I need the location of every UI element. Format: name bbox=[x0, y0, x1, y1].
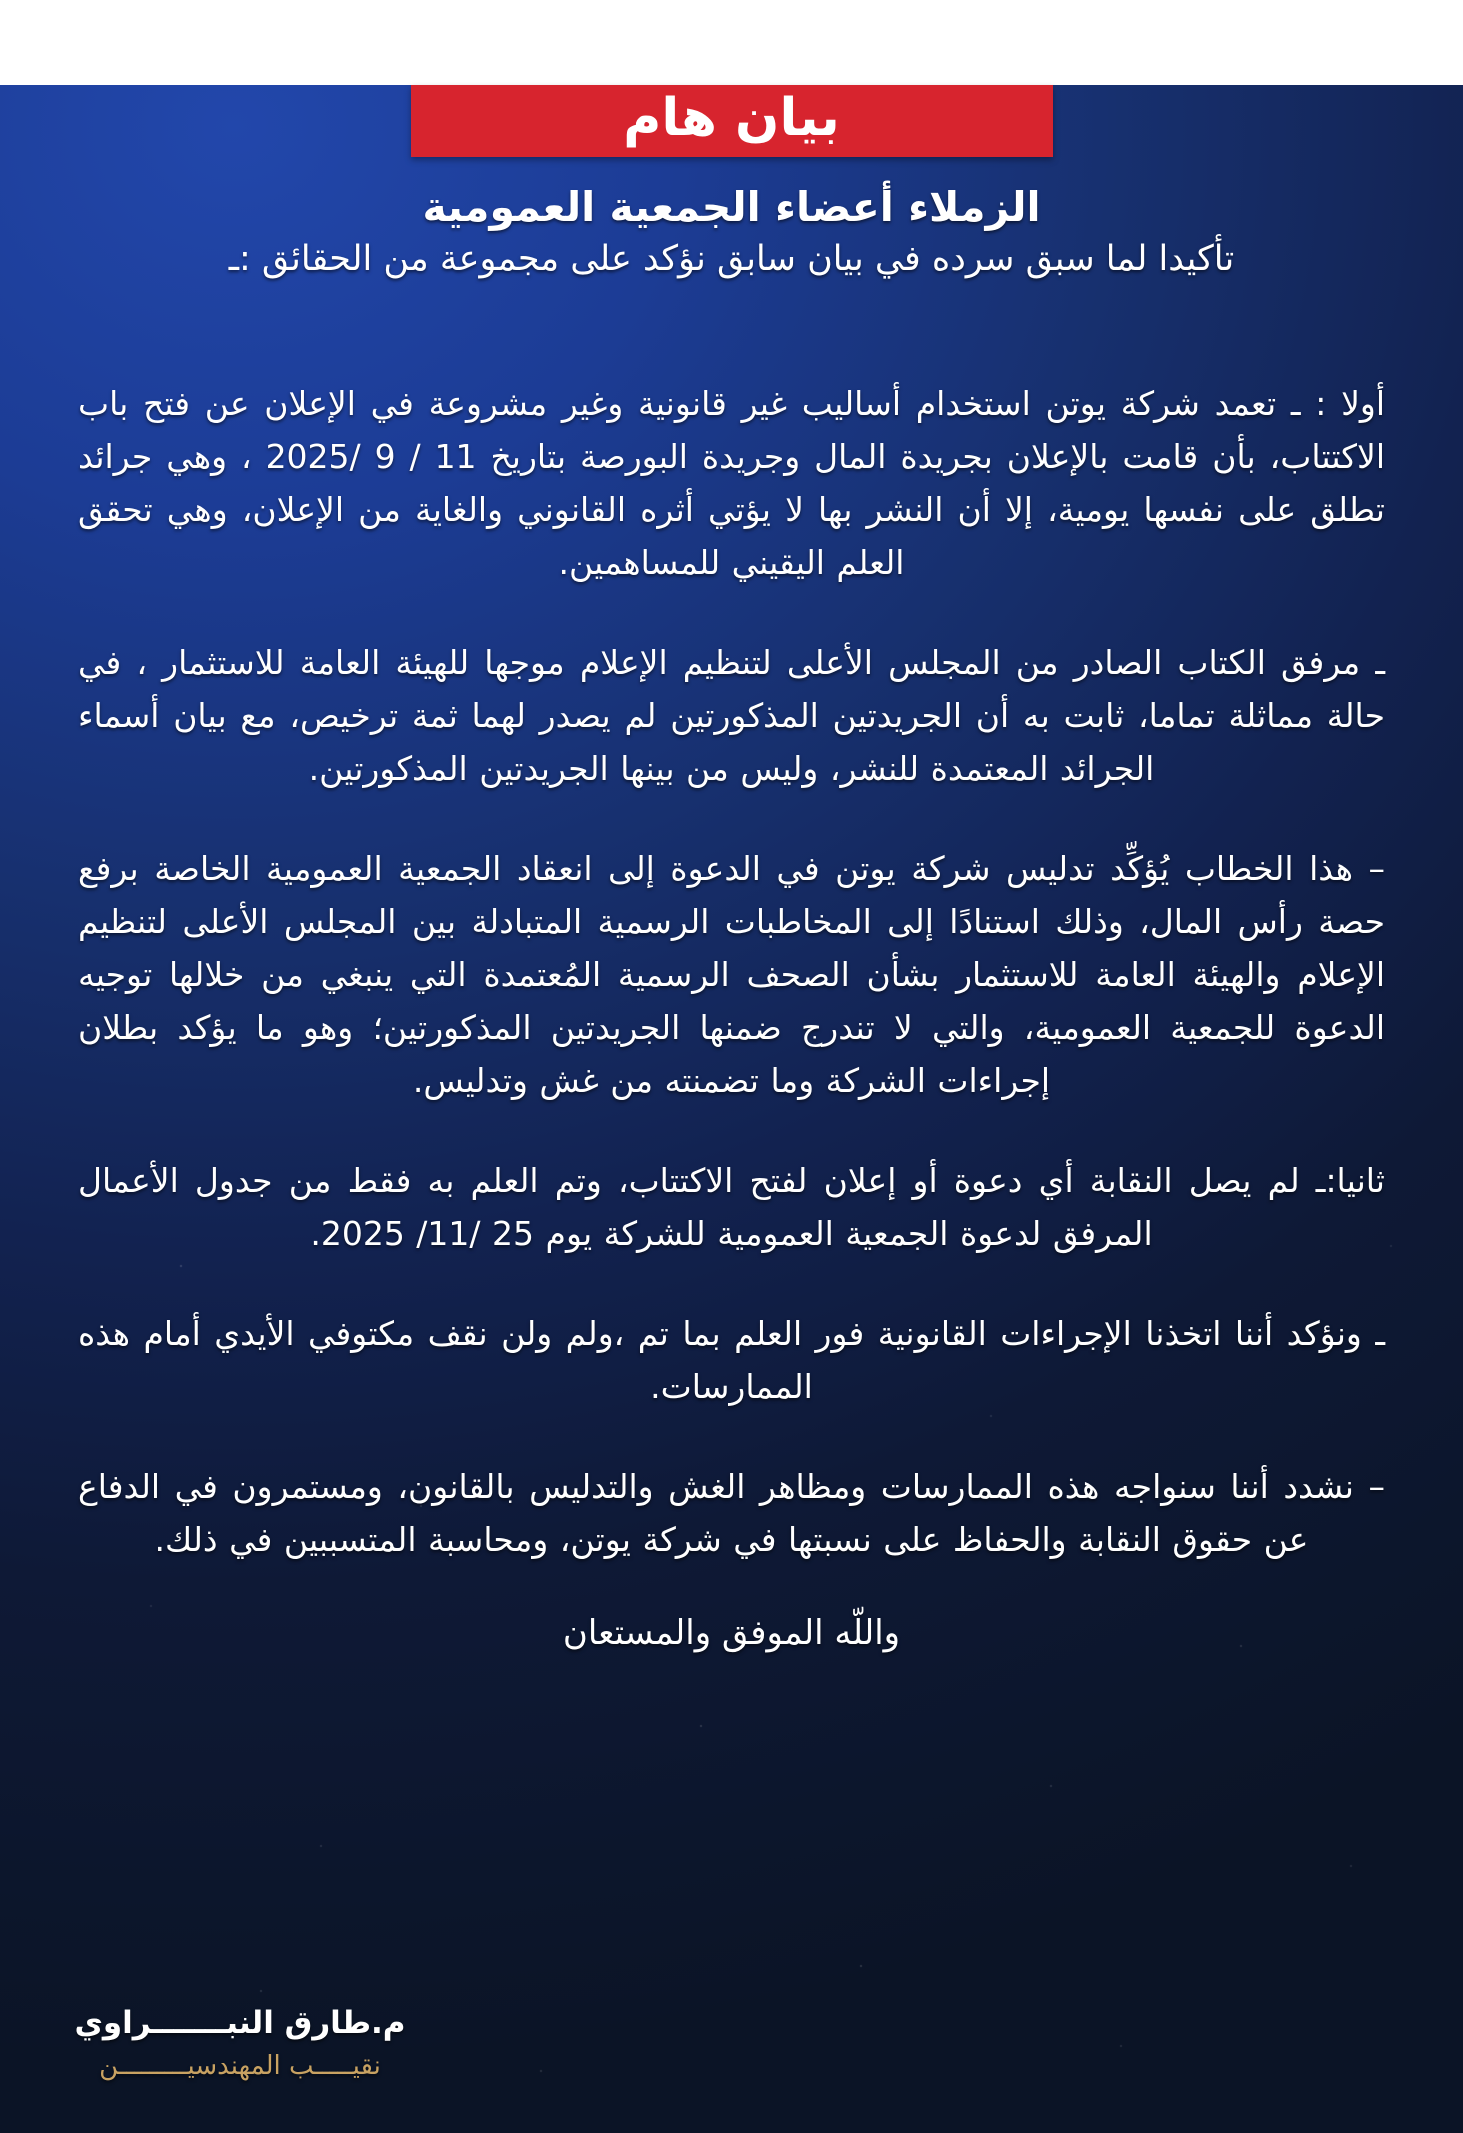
statement-paragraph-5: ـ ونؤكد أننا اتخذنا الإجراءات القانونية فور العلم بما تم ،ولم ولن نقف مكتوفي الأيدي أمام هذه الممارسات. bbox=[78, 1314, 1385, 1406]
page-subtitle: تأكيدا لما سبق سرده في بيان سابق نؤكد على مجموعة من الحقائق :ـ bbox=[228, 239, 1235, 279]
closing-line: واللّه الموفق والمستعان bbox=[562, 1613, 901, 1653]
statement-paragraph-6: – نشدد أننا سنواجه هذه الممارسات ومظاهر الغش والتدليس بالقانون، ومستمرون في الدفاع عن حقوق النقابة والحفاظ على نسبتها في شركة يوتن، ومحاسبة المتسببين في ذلك. bbox=[78, 1467, 1385, 1559]
page-title: الزملاء أعضاء الجمعية العمومية bbox=[422, 183, 1041, 231]
banner-title: بيان هام bbox=[623, 88, 840, 148]
statement-page bbox=[0, 85, 1463, 2133]
background-speckles bbox=[0, 85, 2, 87]
signature-block bbox=[70, 2005, 410, 2081]
signature-title: نقيـــــب المهندسيـــــــــن bbox=[99, 2051, 381, 2081]
statement-paragraph-4: ثانيا:ـ لم يصل النقابة أي دعوة أو إعلان لفتح الاكتتاب، وتم العلم به فقط من جدول الأعمال المرفق لدعوة الجمعية العمومية للشركة يوم 25 /11/ 2025. bbox=[78, 1161, 1385, 1253]
signature-name: م.طارق النبـــــــراوي bbox=[74, 2005, 406, 2041]
statement-paragraph-1: أولا : ـ تعمد شركة يوتن استخدام أساليب غير قانونية وغير مشروعة في الإعلان عن فتح باب الاكتتاب، بأن قامت بالإعلان بجريدة المال وجريدة البورصة بتاريخ 11 / 9 /2025 ، وهي جرائد تطلق على نفسها يومية، إلا أن النشر بها لا يؤتي أثره القانوني والغاية من الإعلان، وهي تحقق العلم اليقيني للمساهمين. bbox=[78, 384, 1385, 582]
statement-paragraph-2: ـ مرفق الكتاب الصادر من المجلس الأعلى لتنظيم الإعلام موجها للهيئة العامة للاستثمار ، في حالة مماثلة تماما، ثابت به أن الجريدتين المذكورتين لم يصدر لهما ثمة ترخيص، مع بيان أسماء الجرائد المعتمدة للنشر، وليس من بينها الجريدتين المذكورتين. bbox=[78, 643, 1385, 788]
statement-body bbox=[0, 377, 1463, 1653]
statement-banner bbox=[411, 85, 1053, 157]
statement-paragraph-3: – هذا الخطاب يُؤكِّد تدليس شركة يوتن في الدعوة إلى انعقاد الجمعية العمومية الخاصة برفع حصة رأس المال، وذلك استنادًا إلى المخاطبات الرسمية المتبادلة بين المجلس الأعلى لتنظيم الإعلام والهيئة العامة للاستثمار بشأن الصحف الرسمية المُعتمدة التي ينبغي من خلالها توجيه الدعوة للجمعية العمومية، والتي لا تندرج ضمنها الجريدتين المذكورتين؛ وهو ما يؤكد بطلان إجراءات الشركة وما تضمنته من غش وتدليس. bbox=[78, 849, 1385, 1100]
